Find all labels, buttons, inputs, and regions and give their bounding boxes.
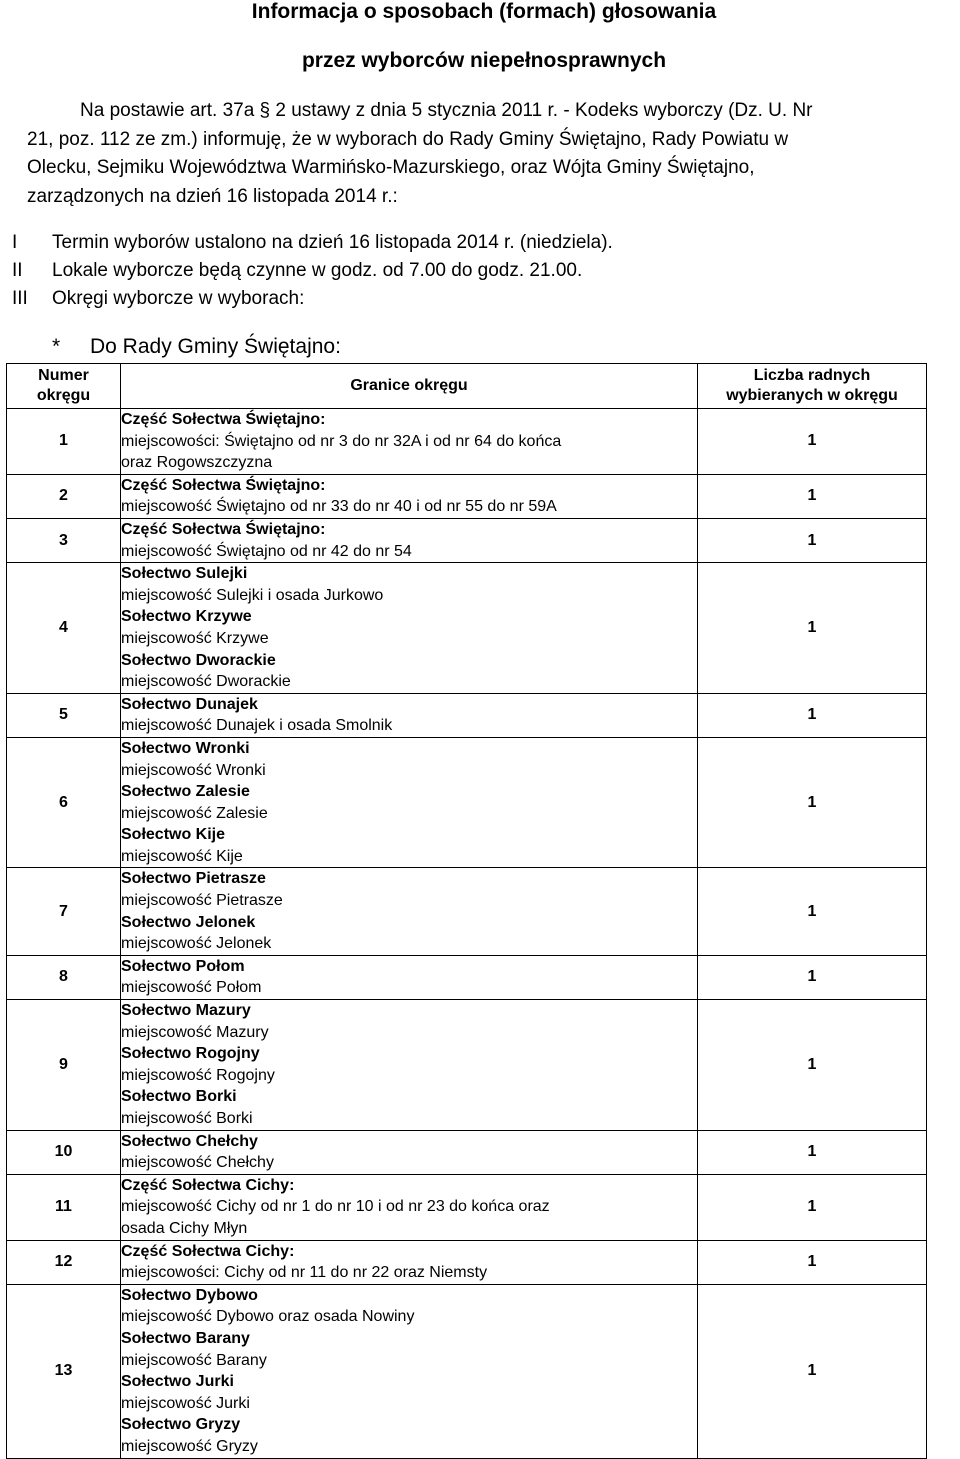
district-number: 12: [7, 1240, 121, 1284]
bounds-heading-line: Sołectwo Jurki: [121, 1373, 234, 1391]
district-number: 7: [7, 868, 121, 955]
bounds-heading-line: Sołectwo Dybowo: [121, 1286, 258, 1304]
bounds-heading-line: Sołectwo Wronki: [121, 739, 250, 757]
councillor-count: 1: [698, 955, 927, 999]
header-count-line-2: wybieranych w okręgu: [726, 387, 898, 404]
roman-item: [12, 285, 912, 313]
header-num-line-1: Numer: [38, 367, 89, 384]
roman-numeral: II: [12, 260, 23, 281]
table-row: [7, 1000, 927, 1131]
bounds-heading-line: Część Sołectwa Cichy:: [121, 1176, 295, 1194]
district-bounds: [121, 474, 698, 518]
district-number: 2: [7, 474, 121, 518]
bounds-detail-line: miejscowość Dybowo oraz osada Nowiny: [121, 1308, 415, 1326]
councillor-count: 1: [698, 1000, 927, 1131]
bounds-heading-line: Sołectwo Sulejki: [121, 565, 248, 583]
roman-list: [12, 229, 912, 313]
councillor-count: 1: [698, 737, 927, 868]
district-number: 9: [7, 1000, 121, 1131]
bounds-detail-line: miejscowość Dworackie: [121, 673, 291, 691]
district-number: 8: [7, 955, 121, 999]
bounds-detail-line: miejscowość Rogojny: [121, 1066, 275, 1084]
bounds-detail-line: miejscowość Świętajno od nr 42 do nr 54: [121, 542, 412, 560]
bounds-heading-line: Sołectwo Mazury: [121, 1002, 251, 1020]
intro-line-2: 21, poz. 112 ze zm.) informuję, że w wyborach do Rady Gminy Świętajno, Rady Powiatu w: [27, 128, 789, 150]
district-number: 10: [7, 1130, 121, 1174]
district-bounds: [121, 563, 698, 694]
bounds-heading-line: Sołectwo Połom: [121, 957, 245, 975]
district-number: 5: [7, 693, 121, 737]
district-bounds: [121, 1284, 698, 1458]
intro-line-1: Na postawie art. 37a § 2 ustawy z dnia 5 stycznia 2011 r. - Kodeks wyborczy (Dz. U. Nr: [80, 100, 813, 121]
bounds-heading-line: Sołectwo Jelonek: [121, 913, 256, 931]
district-number: 6: [7, 737, 121, 868]
bounds-detail-line: miejscowość Świętajno od nr 33 do nr 40 i od nr 55 do nr 59A: [121, 498, 557, 516]
bounds-detail-line: miejscowość Krzywe: [121, 629, 269, 647]
district-bounds: [121, 1000, 698, 1131]
table-header-row: [7, 364, 927, 409]
table-row: [7, 693, 927, 737]
roman-text: Okręgi wyborcze w wyborach:: [52, 288, 305, 309]
bounds-detail-line: miejscowość Jelonek: [121, 935, 272, 953]
bounds-heading-line: Sołectwo Barany: [121, 1329, 250, 1347]
councillor-count: 1: [698, 1240, 927, 1284]
bounds-heading-line: Część Sołectwa Świętajno:: [121, 411, 326, 428]
header-councillor-count: [698, 364, 927, 409]
bounds-detail-line: miejscowość Połom: [121, 979, 262, 997]
district-bounds: [121, 737, 698, 868]
district-number: 11: [7, 1174, 121, 1240]
bounds-detail-line: osada Cichy Młyn: [121, 1219, 248, 1237]
bounds-detail-line: miejscowość Barany: [121, 1351, 267, 1369]
councillor-count: 1: [698, 563, 927, 694]
table-row: [7, 955, 927, 999]
district-bounds: [121, 409, 698, 475]
bounds-detail-line: miejscowość Dunajek i osada Smolnik: [121, 717, 393, 735]
councillor-count: 1: [698, 518, 927, 562]
district-number: 13: [7, 1284, 121, 1458]
district-number: 1: [7, 409, 121, 475]
header-num-line-2: okręgu: [36, 387, 91, 404]
bounds-heading-line: Sołectwo Rogojny: [121, 1045, 260, 1063]
bounds-heading-line: Sołectwo Zalesie: [121, 783, 250, 801]
intro-line-4: zarządzonych na dzień 16 listopada 2014 r.:: [27, 185, 398, 207]
district-bounds: [121, 1240, 698, 1284]
bounds-heading-line: Sołectwo Borki: [121, 1088, 237, 1106]
bounds-heading-line: Sołectwo Pietrasze: [121, 870, 266, 888]
bounds-detail-line: oraz Rogowszczyzna: [121, 454, 273, 472]
district-number: 3: [7, 518, 121, 562]
document-title: Informacja o sposobach (formach) głosowania: [251, 0, 717, 23]
table-row: [7, 1174, 927, 1240]
councillor-count: 1: [698, 693, 927, 737]
section-heading-label: Do Rady Gminy Świętajno:: [90, 335, 341, 358]
bounds-detail-line: miejscowość Wronki: [121, 761, 266, 779]
header-count-line-1: Liczba radnych: [753, 367, 871, 384]
bounds-heading-line: Sołectwo Kije: [121, 826, 226, 844]
bounds-detail-line: miejscowość Borki: [121, 1110, 253, 1127]
bounds-detail-line: miejscowość Sulejki i osada Jurkowo: [121, 586, 384, 604]
councillor-count: 1: [698, 1284, 927, 1458]
bounds-detail-line: miejscowość Kije: [121, 847, 243, 865]
districts-table: [6, 363, 927, 1459]
bounds-detail-line: miejscowość Cichy od nr 1 do nr 10 i od nr 23 do końca oraz: [121, 1198, 550, 1216]
councillor-count: 1: [698, 1174, 927, 1240]
intro-paragraph: [27, 97, 907, 211]
bounds-detail-line: miejscowość Pietrasze: [121, 892, 283, 910]
district-bounds: [121, 1130, 698, 1174]
roman-text: Lokale wyborcze będą czynne w godz. od 7.00 do godz. 21.00.: [52, 260, 583, 281]
district-bounds: [121, 693, 698, 737]
table-row: [7, 518, 927, 562]
bounds-heading-line: Sołectwo Dunajek: [121, 695, 258, 713]
table-row: [7, 1130, 927, 1174]
table-row: [7, 1284, 927, 1458]
table-row: [7, 1240, 927, 1284]
bounds-heading-line: Część Sołectwa Świętajno:: [121, 520, 326, 538]
councillor-count: 1: [698, 409, 927, 475]
bounds-detail-line: miejscowości: Świętajno od nr 3 do nr 32A i od nr 64 do końca: [121, 432, 562, 450]
bounds-heading-line: Część Sołectwa Świętajno:: [121, 476, 326, 494]
district-number: 4: [7, 563, 121, 694]
councillor-count: 1: [698, 868, 927, 955]
roman-text: Termin wyborów ustalono na dzień 16 listopada 2014 r. (niedziela).: [52, 232, 613, 253]
document-subtitle: przez wyborców niepełnosprawnych: [301, 49, 667, 72]
bounds-detail-line: miejscowość Gryzy: [121, 1437, 258, 1455]
bounds-heading-line: Sołectwo Krzywe: [121, 608, 252, 626]
district-bounds: [121, 868, 698, 955]
section-heading: [52, 334, 341, 360]
table-row: [7, 409, 927, 475]
roman-numeral: III: [12, 288, 28, 309]
header-district-bounds: Granice okręgu: [121, 364, 698, 409]
bounds-heading-line: Sołectwo Chełchy: [121, 1132, 258, 1150]
district-bounds: [121, 518, 698, 562]
district-bounds: [121, 955, 698, 999]
councillor-count: 1: [698, 474, 927, 518]
table-row: [7, 563, 927, 694]
table-row: [7, 868, 927, 955]
bounds-detail-line: miejscowość Jurki: [121, 1394, 250, 1412]
roman-numeral: I: [12, 232, 18, 253]
district-bounds: [121, 1174, 698, 1240]
bounds-detail-line: miejscowość Zalesie: [121, 804, 268, 822]
bounds-heading-line: Sołectwo Dworackie: [121, 651, 276, 669]
bounds-heading-line: Sołectwo Gryzy: [121, 1416, 241, 1434]
roman-item: [12, 257, 912, 285]
councillor-count: 1: [698, 1130, 927, 1174]
roman-item: [12, 229, 912, 257]
bounds-detail-line: miejscowości: Cichy od nr 11 do nr 22 oraz Niemsty: [121, 1264, 488, 1282]
bounds-detail-line: miejscowość Mazury: [121, 1023, 269, 1041]
table-row: [7, 737, 927, 868]
bounds-heading-line: Część Sołectwa Cichy:: [121, 1242, 295, 1260]
header-district-number: [7, 364, 121, 409]
bounds-detail-line: miejscowość Chełchy: [121, 1154, 274, 1172]
table-row: [7, 474, 927, 518]
table-body: [7, 409, 927, 1459]
intro-line-3: Olecku, Sejmiku Województwa Warmińsko-Mazurskiego, oraz Wójta Gminy Świętajno,: [27, 157, 755, 179]
bullet-star: *: [52, 335, 61, 358]
